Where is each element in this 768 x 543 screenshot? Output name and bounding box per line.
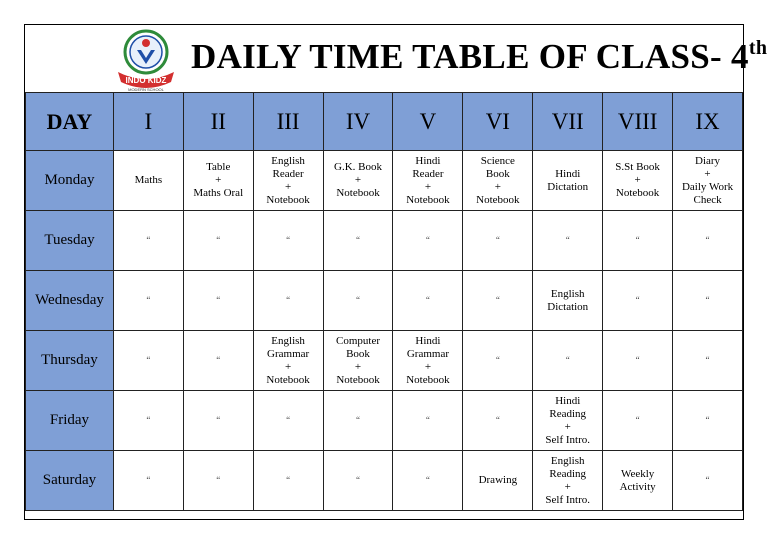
cell-line: English [550,287,585,300]
cell-line: “ [495,295,500,305]
cell-line: Maths [134,174,163,186]
timetable-header [25,25,768,92]
table-cell [393,451,463,511]
timetable-frame [24,24,768,520]
cell-line: Reader [412,167,444,180]
table-cell [603,211,673,271]
table-cell [393,391,463,451]
cell-line: “ [146,355,151,365]
cell-line: Grammar [267,347,310,360]
table-cell [183,391,253,451]
table-cell [113,331,183,391]
cell-line: “ [705,415,710,425]
table-cell [393,211,463,271]
cell-line: Dictation [547,180,589,193]
table-cell [603,391,673,451]
cell-line: “ [146,295,151,305]
table-cell [393,331,463,391]
table-cell [393,151,463,211]
table-cell [533,451,603,511]
table-cell [463,211,533,271]
cell-line: English [271,154,305,167]
cell-line: “ [635,355,640,365]
cell-line: G.K. Book [334,161,382,173]
cell-line: “ [356,235,361,245]
cell-line: Notebook [336,187,380,199]
cell-line: Maths Oral [193,187,244,199]
table-cell [253,391,323,451]
cell-line: Book [346,347,370,360]
cell-line: “ [565,355,570,365]
table-cell [113,271,183,331]
cell-line: “ [286,415,291,425]
cell-line: + [704,167,711,180]
cell-line: Hindi [415,154,441,167]
cell-line: Drawing [478,474,518,486]
table-cell [113,451,183,511]
cell-line: Notebook [406,373,450,386]
cell-line: Grammar [406,347,449,360]
table-cell [533,211,603,271]
title-main: DAILY TIME TABLE OF CLASS- 4 [191,37,749,76]
table-cell [183,451,253,511]
cell-line: “ [356,295,361,305]
table-cell [603,151,673,211]
day-label: Saturday [26,451,114,511]
svg-text:MODERN SCHOOL: MODERN SCHOOL [128,87,164,92]
column-header-period-IV: IV [323,93,393,151]
cell-line: “ [146,475,151,485]
table-cell [253,211,323,271]
table-row [26,331,743,391]
table-cell [323,451,393,511]
cell-line: Reading [549,467,587,480]
table-row [26,271,743,331]
column-header-period-I: I [113,93,183,151]
cell-line: Table [206,161,231,173]
cell-line: “ [216,295,221,305]
cell-line: “ [146,415,151,425]
table-cell [393,271,463,331]
title-superscript: th [748,37,768,59]
table-cell [603,271,673,331]
cell-line: Activity [619,480,656,493]
table-cell [603,451,673,511]
cell-line: + [634,174,641,186]
table-cell [183,211,253,271]
table-cell [533,391,603,451]
cell-line: Computer [336,334,381,347]
cell-line: Notebook [406,193,450,206]
cell-line: “ [635,295,640,305]
table-cell [463,331,533,391]
cell-line: + [564,420,571,433]
cell-line: Hindi [415,334,441,347]
cell-line: “ [216,235,221,245]
table-cell [323,271,393,331]
cell-line: + [354,174,362,186]
table-cell [253,331,323,391]
column-header-period-III: III [253,93,323,151]
cell-line: Notebook [266,373,310,386]
table-cell [253,151,323,211]
table-cell [463,451,533,511]
day-label: Monday [26,151,114,211]
table-cell [253,451,323,511]
table-cell [183,151,253,211]
school-logo [115,28,177,92]
cell-line: “ [495,355,500,365]
timetable [25,92,743,511]
table-cell [183,271,253,331]
cell-line: + [564,480,571,493]
cell-line: “ [286,475,291,485]
table-cell [533,271,603,331]
cell-line: + [494,180,501,193]
cell-line: “ [495,415,500,425]
cell-line: “ [635,235,640,245]
cell-line: “ [286,295,291,305]
table-cell [673,151,743,211]
cell-line: “ [216,355,221,365]
table-cell [323,331,393,391]
column-header-period-V: V [393,93,463,151]
cell-line: “ [705,355,710,365]
table-row [26,391,743,451]
cell-line: + [285,360,292,373]
cell-line: Self Intro. [545,433,591,446]
cell-line: + [354,360,362,373]
cell-line: “ [705,295,710,305]
cell-line: English [550,454,585,467]
table-cell [673,391,743,451]
table-cell [533,331,603,391]
table-cell [463,391,533,451]
cell-line: “ [216,475,221,485]
cell-line: Diary [695,154,721,167]
table-cell [673,271,743,331]
cell-line: S.St Book [615,161,660,173]
cell-line: “ [425,415,430,425]
table-cell [253,271,323,331]
cell-line: “ [356,415,361,425]
cell-line: Reader [272,167,304,180]
table-row [26,451,743,511]
cell-line: Notebook [336,373,380,386]
cell-line: “ [356,475,361,485]
header-row [26,93,743,151]
table-cell [323,151,393,211]
cell-line: “ [705,475,710,485]
table-cell [183,331,253,391]
column-header-period-II: II [183,93,253,151]
table-cell [323,211,393,271]
day-label: Tuesday [26,211,114,271]
table-cell [323,391,393,451]
cell-line: + [285,180,292,193]
cell-line: Notebook [266,193,310,206]
page-title [191,35,767,84]
cell-line: Reading [549,407,587,420]
cell-line: Hindi [555,394,581,407]
cell-line: Notebook [476,193,520,206]
cell-line: Hindi [555,167,581,180]
day-label: Thursday [26,331,114,391]
table-cell [113,211,183,271]
column-header-period-IX: IX [673,93,743,151]
cell-line: Dictation [547,300,589,313]
cell-line: “ [635,415,640,425]
column-header-period-VII: VII [533,93,603,151]
table-cell [533,151,603,211]
cell-line: Science [480,154,515,167]
cell-line: “ [216,415,221,425]
cell-line: Weekly [620,467,655,480]
table-cell [463,151,533,211]
cell-line: Self Intro. [545,493,591,506]
table-cell [463,271,533,331]
table-cell [113,391,183,451]
table-cell [673,211,743,271]
column-header-period-VI: VI [463,93,533,151]
cell-line: “ [425,475,430,485]
cell-line: “ [705,235,710,245]
table-row [26,151,743,211]
cell-line: + [215,174,222,186]
column-header-day: DAY [26,93,114,151]
table-cell [673,331,743,391]
cell-line: “ [425,235,430,245]
cell-line: Book [485,167,510,180]
cell-line: Notebook [615,187,660,199]
cell-line: English [271,334,305,347]
table-cell [603,331,673,391]
column-header-period-VIII: VIII [603,93,673,151]
cell-line: + [424,180,432,193]
svg-text:INDO KIDZ: INDO KIDZ [125,76,167,85]
cell-line: + [424,360,432,373]
cell-line: “ [425,295,430,305]
cell-line: Check [693,193,722,206]
cell-line: “ [146,235,151,245]
cell-line: “ [495,235,500,245]
day-label: Wednesday [26,271,114,331]
table-row [26,211,743,271]
day-label: Friday [26,391,114,451]
table-cell [673,451,743,511]
cell-line: “ [565,235,570,245]
cell-line: “ [286,235,291,245]
table-cell [113,151,183,211]
cell-line: Daily Work [681,180,734,193]
